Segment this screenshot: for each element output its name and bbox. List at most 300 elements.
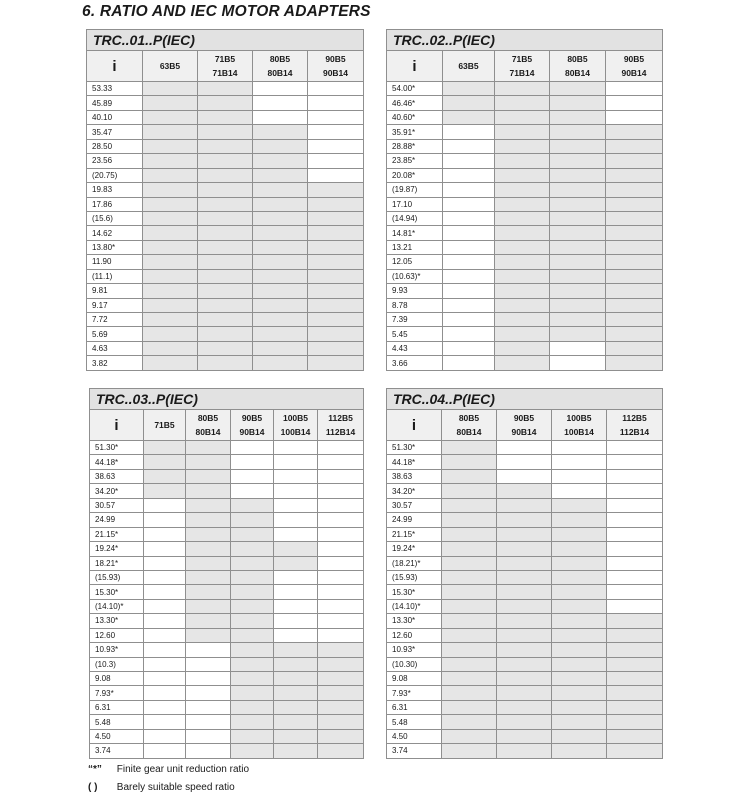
compatible-cell [607,729,663,743]
table-row [87,154,364,168]
empty-cell [274,513,318,527]
ratio-value: (14.94) [387,211,443,225]
table-row [90,729,364,743]
motor-size-label: 100B5 [282,413,309,423]
empty-cell [308,82,364,96]
compatible-cell [442,542,497,556]
table-row [387,82,663,96]
motor-column-header [443,51,495,82]
compatible-cell [550,82,606,96]
ratio-header: i [387,410,442,441]
compatible-cell [606,226,663,240]
empty-cell [443,168,495,182]
compatible-cell [607,700,663,714]
empty-cell [443,139,495,153]
empty-cell [552,469,607,483]
compatible-cell [186,469,231,483]
compatible-cell [495,313,550,327]
table-row [387,498,663,512]
compatible-cell [442,729,497,743]
compatible-cell [144,469,186,483]
compatible-cell [495,197,550,211]
ratio-value: 40.10 [87,110,143,124]
motor-size-label: 90B5 [241,413,263,423]
motor-column-header [143,51,198,82]
compatible-cell [143,284,198,298]
compatible-cell [308,356,364,370]
empty-cell [144,729,186,743]
table-row [387,356,663,370]
compatible-cell [231,556,274,570]
empty-cell [443,211,495,225]
empty-cell [607,542,663,556]
empty-cell [144,542,186,556]
compatible-cell [495,255,550,269]
empty-cell [144,657,186,671]
compatible-cell [552,513,607,527]
compatible-cell [253,211,308,225]
ratio-value: 53.33 [87,82,143,96]
table-row [387,556,663,570]
compatible-cell [442,715,497,729]
motor-column-header [497,410,552,441]
empty-cell [144,686,186,700]
ratio-value: 9.17 [87,298,143,312]
table-row [387,729,663,743]
table-row [87,168,364,182]
motor-size-label: 63B5 [458,61,479,71]
ratio-value: 35.91* [387,125,443,139]
ratio-value: 4.43 [387,341,443,355]
table-row [87,284,364,298]
compatible-cell [443,82,495,96]
table-row [87,341,364,355]
compatible-cell [231,599,274,613]
compatible-cell [497,498,552,512]
compatible-cell [274,700,318,714]
ratio-value: 44.18* [387,455,442,469]
compatible-cell [308,183,364,197]
page-title: 6. RATIO AND IEC MOTOR ADAPTERS [82,3,371,20]
compatible-cell [318,643,364,657]
table-row [90,614,364,628]
ratio-value: 34.20* [387,484,442,498]
compatible-cell [495,298,550,312]
table-row [90,570,364,584]
ratio-value: 54.00* [387,82,443,96]
compatible-cell [274,672,318,686]
compatible-cell [143,211,198,225]
compatible-cell [274,643,318,657]
empty-cell [606,110,663,124]
table-row [387,628,663,642]
table-row [87,96,364,110]
ratio-value: (19.87) [387,183,443,197]
table-row [87,82,364,96]
compatible-cell [607,657,663,671]
compatible-cell [442,672,497,686]
compatible-cell [495,327,550,341]
empty-cell [308,154,364,168]
table-row [387,715,663,729]
empty-cell [144,744,186,758]
compatible-cell [606,284,663,298]
compatible-cell [442,556,497,570]
ratio-header: i [87,51,143,82]
compatible-cell [308,226,364,240]
compatible-cell [552,657,607,671]
compatible-cell [231,614,274,628]
ratio-value: 17.10 [387,197,443,211]
ratio-value: 6.31 [387,700,442,714]
motor-size-label: 112B5 [328,413,353,423]
table-row [90,686,364,700]
empty-cell [607,556,663,570]
ratio-value: 35.47 [87,125,143,139]
compatible-cell [552,585,607,599]
compatible-cell [198,110,253,124]
motor-column-header [274,410,318,441]
compatible-cell [442,513,497,527]
compatible-cell [186,599,231,613]
compatible-cell [143,96,198,110]
ratio-value: 14.81* [387,226,443,240]
ratio-value: 13.30* [387,614,442,628]
compatible-cell [231,729,274,743]
compatible-cell [552,715,607,729]
compatible-cell [497,672,552,686]
compatible-cell [274,715,318,729]
compatible-cell [198,226,253,240]
empty-cell [607,570,663,584]
compatible-cell [198,96,253,110]
legend-barely-suitable [88,782,235,793]
compatible-cell [442,686,497,700]
ratio-value: 15.30* [387,585,442,599]
compatible-cell [143,269,198,283]
compatible-cell [198,211,253,225]
ratio-value: 30.57 [90,498,144,512]
table-row [387,197,663,211]
empty-cell [274,585,318,599]
compatible-cell [442,628,497,642]
empty-cell [606,82,663,96]
motor-column-header [144,410,186,441]
ratio-value: 4.50 [387,729,442,743]
empty-cell [318,513,364,527]
table-row [387,154,663,168]
motor-column-header [231,410,274,441]
compatible-cell [442,585,497,599]
ratio-value: 5.48 [90,715,144,729]
empty-cell [443,298,495,312]
table-row [90,657,364,671]
table-row [387,672,663,686]
table-row [387,599,663,613]
motor-size-label: 80B5 [567,54,588,64]
empty-cell [443,125,495,139]
ratio-value: 13.21 [387,240,443,254]
motor-size-label: 71B5 [154,420,175,430]
legend-finite-ratio [88,764,249,775]
compatible-cell [495,356,550,370]
empty-cell [443,183,495,197]
compatible-cell [606,313,663,327]
empty-cell [144,628,186,642]
adapter-table-trc02 [386,29,663,371]
empty-cell [552,455,607,469]
motor-size-label: 63B5 [159,61,181,71]
empty-cell [443,255,495,269]
empty-cell [253,110,308,124]
table-row [387,484,663,498]
table-row [387,284,663,298]
motor-size-label: 90B14 [511,427,537,437]
ratio-value: 34.20* [90,484,144,498]
empty-cell [144,498,186,512]
compatible-cell [552,628,607,642]
compatible-cell [550,211,606,225]
compatible-cell [442,700,497,714]
ratio-value: 11.90 [87,255,143,269]
compatible-cell [186,628,231,642]
table-row [387,327,663,341]
table-row [387,542,663,556]
compatible-cell [607,672,663,686]
compatible-cell [308,197,364,211]
compatible-cell [231,715,274,729]
motor-size-label: 90B14 [621,68,647,78]
compatible-cell [198,139,253,153]
compatible-cell [143,226,198,240]
compatible-cell [550,269,606,283]
table-row [90,715,364,729]
ratio-value: 45.89 [87,96,143,110]
table-row [387,643,663,657]
ratio-value: (18.21)* [387,556,442,570]
table-row [387,527,663,541]
compatible-cell [186,441,231,455]
motor-column-header [253,51,308,82]
motor-size-label: 80B5 [197,413,219,423]
compatible-cell [442,469,497,483]
empty-cell [318,585,364,599]
table-row [87,327,364,341]
compatible-cell [497,628,552,642]
ratio-value: 8.78 [387,298,443,312]
empty-cell [186,700,231,714]
compatible-cell [308,211,364,225]
empty-cell [231,455,274,469]
ratio-value: 20.08* [387,168,443,182]
motor-column-header [442,410,497,441]
empty-cell [443,327,495,341]
compatible-cell [497,513,552,527]
compatible-cell [552,729,607,743]
table-row [387,139,663,153]
compatible-cell [443,110,495,124]
empty-cell [443,269,495,283]
compatible-cell [253,269,308,283]
compatible-cell [318,729,364,743]
ratio-value: 21.15* [90,527,144,541]
table-row [387,341,663,355]
ratio-value: 3.66 [387,356,443,370]
table-row [87,183,364,197]
compatible-cell [495,284,550,298]
empty-cell [308,110,364,124]
empty-cell [274,614,318,628]
ratio-value: 19.24* [90,542,144,556]
table-caption: TRC..01..P(IEC) [87,30,364,51]
compatible-cell [442,570,497,584]
empty-cell [144,513,186,527]
empty-cell [607,527,663,541]
compatible-cell [497,657,552,671]
empty-cell [144,556,186,570]
motor-column-header [198,51,253,82]
table-row [387,96,663,110]
compatible-cell [253,255,308,269]
empty-cell [144,570,186,584]
compatible-cell [497,570,552,584]
empty-cell [144,715,186,729]
compatible-cell [497,484,552,498]
compatible-cell [550,154,606,168]
motor-size-label: 80B14 [456,427,482,437]
table-row [387,125,663,139]
ratio-header: i [90,410,144,441]
table-row [387,441,663,455]
ratio-value: 3.74 [90,744,144,758]
ratio-value: 13.80* [87,240,143,254]
compatible-cell [318,657,364,671]
ratio-value: 3.74 [387,744,442,758]
motor-size-label: 80B5 [269,54,291,64]
compatible-cell [253,139,308,153]
ratio-value: 13.30* [90,614,144,628]
compatible-cell [495,211,550,225]
table-row [90,700,364,714]
ratio-value: 9.81 [87,284,143,298]
ratio-value: 12.60 [387,628,442,642]
compatible-cell [318,672,364,686]
ratio-value: (14.10)* [387,599,442,613]
empty-cell [318,484,364,498]
table-row [90,484,364,498]
compatible-cell [274,686,318,700]
ratio-value: (15.93) [387,570,442,584]
ratio-value: 46.46* [387,96,443,110]
ratio-value: 40.60* [387,110,443,124]
compatible-cell [253,313,308,327]
compatible-cell [497,643,552,657]
compatible-cell [550,298,606,312]
compatible-cell [497,744,552,758]
table-row [387,686,663,700]
compatible-cell [274,744,318,758]
compatible-cell [442,657,497,671]
compatible-cell [231,700,274,714]
table-row [87,197,364,211]
table-row [90,643,364,657]
table-row [387,614,663,628]
empty-cell [186,729,231,743]
compatible-cell [607,744,663,758]
compatible-cell [552,542,607,556]
motor-size-label: 90B5 [513,413,535,423]
empty-cell [231,484,274,498]
compatible-cell [550,139,606,153]
motor-size-label: 100B14 [564,427,594,437]
empty-cell [550,341,606,355]
empty-cell [186,744,231,758]
compatible-cell [308,341,364,355]
compatible-cell [198,197,253,211]
motor-size-label: 80B5 [458,413,480,423]
motor-column-header [186,410,231,441]
compatible-cell [442,599,497,613]
compatible-cell [186,498,231,512]
empty-cell [144,614,186,628]
motor-size-label: 90B14 [322,68,349,78]
compatible-cell [143,183,198,197]
compatible-cell [552,643,607,657]
empty-cell [443,240,495,254]
compatible-cell [274,729,318,743]
compatible-cell [231,513,274,527]
compatible-cell [186,527,231,541]
table-caption: TRC..03..P(IEC) [90,389,364,410]
compatible-cell [143,313,198,327]
table-row [387,585,663,599]
compatible-cell [552,686,607,700]
table-row [90,628,364,642]
compatible-cell [443,96,495,110]
ratio-value: 38.63 [387,469,442,483]
table-row [90,441,364,455]
ratio-value: 24.99 [90,513,144,527]
empty-cell [550,356,606,370]
table-row [90,542,364,556]
compatible-cell [495,154,550,168]
compatible-cell [442,484,497,498]
compatible-cell [497,585,552,599]
ratio-value: 10.93* [90,643,144,657]
compatible-cell [308,255,364,269]
table-row [387,744,663,758]
compatible-cell [550,110,606,124]
compatible-cell [606,197,663,211]
compatible-cell [606,356,663,370]
ratio-value: 51.30* [387,441,442,455]
compatible-cell [550,197,606,211]
compatible-cell [550,240,606,254]
table-row [90,469,364,483]
compatible-cell [442,614,497,628]
empty-cell [318,556,364,570]
compatible-cell [198,313,253,327]
compatible-cell [231,672,274,686]
compatible-cell [143,341,198,355]
ratio-value: 51.30* [90,441,144,455]
table-row [387,226,663,240]
motor-size-label: 71B14 [212,68,238,78]
table-caption: TRC..02..P(IEC) [387,30,663,51]
compatible-cell [143,154,198,168]
empty-cell [144,527,186,541]
empty-cell [274,527,318,541]
